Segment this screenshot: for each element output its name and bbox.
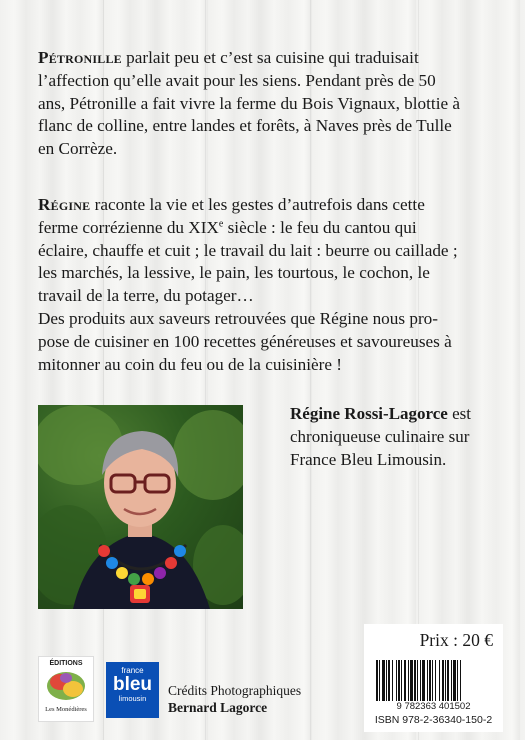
radio-logo-main: bleu (112, 674, 153, 695)
publisher-logo-name: Les Monédières (45, 706, 87, 713)
paragraph-line: mitonner au coin du feu ou de la cuisinière ! (38, 354, 343, 374)
paragraph-line: ferme corrézienne du XIX (38, 217, 219, 237)
france-bleu-logo (106, 662, 159, 718)
paragraph-line: l’affection qu’elle avait pour les siens. Pendant près de 50 (38, 70, 436, 90)
barcode-bar (408, 660, 409, 702)
barcode-bar (451, 660, 452, 702)
barcode-bar (382, 660, 385, 702)
barcode-bar (439, 660, 440, 702)
barcode-bar (410, 660, 413, 702)
paragraph-line: éclaire, chauffe et cuit ; le travail du lait : beurre ou caillade ; (38, 240, 458, 260)
price-barcode-box (364, 624, 503, 732)
barcode-bar (420, 660, 421, 702)
author-photo (38, 405, 243, 609)
lead-name-regine: Régine (38, 195, 91, 214)
barcode-bar (401, 660, 402, 702)
barcode-bar (404, 660, 406, 702)
barcode-bar (453, 660, 456, 702)
radio-logo-sub: limousin (118, 694, 147, 703)
barcode-bar (398, 660, 400, 702)
paragraph-line: parlait peu et c’est sa cuisine qui traduisait (121, 48, 419, 67)
barcode-bar (457, 660, 458, 702)
barcode-bar (460, 660, 461, 702)
barcode-bar (396, 660, 397, 702)
barcode-bar (447, 660, 449, 702)
photo-credits (168, 682, 301, 716)
paragraph-line: raconte la vie et les gestes d’autrefois dans cette (90, 195, 425, 214)
barcode-bar (445, 660, 446, 702)
price-label: Prix : 20 € (419, 630, 493, 650)
barcode-bar (427, 660, 428, 702)
barcode-bar (417, 660, 418, 702)
radio-logo-top: france (121, 666, 144, 675)
credits-label: Crédits Photographiques (168, 683, 302, 698)
publisher-emblem-icon (44, 667, 88, 701)
barcode-bar (392, 660, 393, 702)
barcode-digits: 9 782363 401502 (364, 701, 503, 712)
credits-name: Bernard Lagorce (168, 700, 268, 715)
publisher-logo-title: ÉDITIONS (49, 660, 83, 667)
intro-paragraph (38, 47, 496, 161)
barcode-bar (388, 660, 390, 702)
paragraph-line: Des produits aux saveurs retrouvées que Régine nous pro- (38, 308, 438, 328)
paragraph-line: en Corrèze. (38, 139, 118, 159)
description-paragraph (38, 194, 496, 376)
barcode-bar (435, 660, 436, 702)
barcode-bar (376, 660, 378, 702)
paragraph-line: ans, Pétronille a fait vivre la ferme du Bois Vignaux, blottie à (38, 93, 461, 113)
paragraph-line: les marchés, la lessive, le pain, les tourtous, le cochon, le (38, 263, 430, 283)
publisher-logo (38, 656, 94, 722)
bio-text: France Bleu Limousin. (290, 449, 447, 469)
bio-text: chroniqueuse culinaire sur (290, 426, 470, 446)
barcode-bar (386, 660, 387, 702)
paragraph-line: travail de la terre, du potager… (38, 286, 254, 306)
lead-name-petronille: Pétronille (38, 48, 122, 67)
barcode-bar (429, 660, 431, 702)
isbn-number: ISBN 978-2-36340-150-2 (374, 714, 493, 726)
paragraph-line: siècle : le feu du cantou qui (223, 217, 417, 237)
author-bio (290, 403, 500, 471)
author-name: Régine Rossi-Lagorce (290, 404, 448, 423)
paragraph-line: pose de cuisiner en 100 recettes généreuses et savoureuses à (38, 331, 452, 351)
bio-text: est (447, 404, 471, 423)
barcode-bar (422, 660, 425, 702)
barcode-bar (414, 660, 416, 702)
barcode-bar (432, 660, 433, 702)
barcode-bar (379, 660, 380, 702)
paragraph-line: flanc de colline, entre landes et forêts, à Naves près de Tulle (38, 116, 452, 136)
superscript: e (218, 218, 224, 230)
barcode-bar (442, 660, 444, 702)
